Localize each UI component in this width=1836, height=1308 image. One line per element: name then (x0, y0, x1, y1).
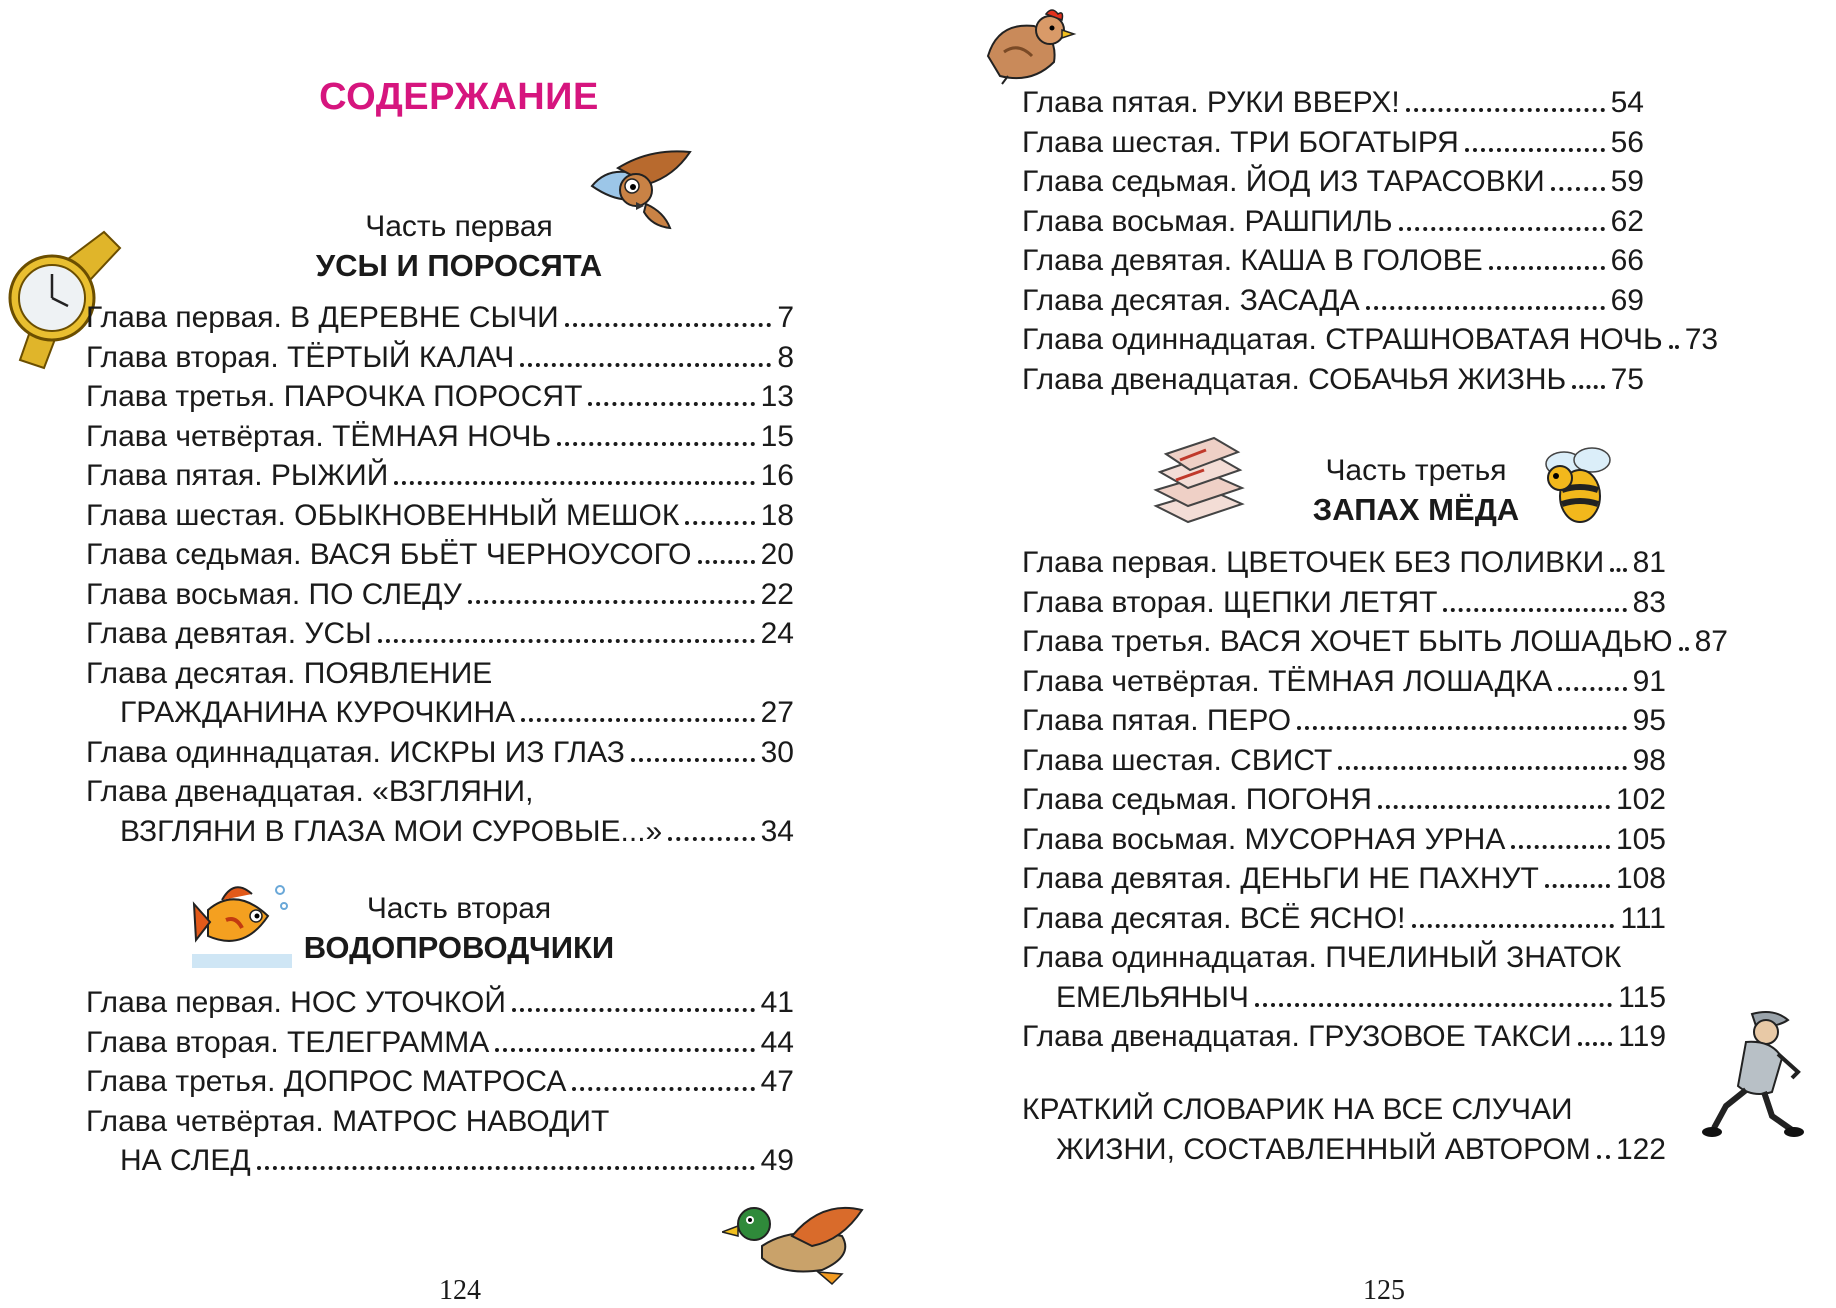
leader-dots (1551, 187, 1605, 191)
part1-toc (86, 298, 794, 851)
part2-toc (86, 983, 794, 1181)
leader-dots (512, 1008, 755, 1012)
glossary-title: КРАТКИЙ СЛОВАРИК НА ВСЕ СЛУЧАИ (1022, 1093, 1573, 1126)
hen-icon (978, 6, 1078, 86)
toc-entry[interactable] (1022, 859, 1666, 899)
leader-dots (1412, 924, 1615, 928)
toc-entry[interactable] (86, 812, 794, 852)
toc-entry-page: 95 (1632, 704, 1666, 737)
toc-entry-title: Глава восьмая. РАШПИЛЬ (1022, 204, 1393, 238)
glossary-entry-line1[interactable] (1022, 1090, 1666, 1130)
page-number: 125 (1363, 1275, 1405, 1306)
toc-entry-title: Глава шестая. ТРИ БОГАТЫРЯ (1022, 125, 1459, 159)
toc-entry-title: Глава пятая. РЫЖИЙ (86, 459, 389, 492)
toc-entry-title: Глава одиннадцатая. ИСКРЫ ИЗ ГЛАЗ (86, 735, 625, 769)
toc-entry[interactable] (86, 1141, 794, 1181)
toc-entry-title: Глава двенадцатая. СОБАЧЬЯ ЖИЗНЬ (1022, 362, 1567, 396)
toc-entry-page: 7 (777, 301, 794, 334)
toc-entry-page: 105 (1615, 822, 1666, 856)
toc-entry-page: 24 (760, 617, 794, 650)
toc-entry-page: 81 (1632, 546, 1666, 579)
leader-dots (631, 758, 755, 762)
glossary-toc (1022, 1090, 1666, 1169)
part3-toc (1022, 543, 1728, 1057)
right-page (918, 0, 1836, 1308)
leader-dots (468, 600, 755, 604)
toc-entry-page: 69 (1610, 283, 1644, 317)
toc-entry-title: Глава первая. В ДЕРЕВНЕ СЫЧИ (86, 301, 559, 334)
toc-entry[interactable] (86, 417, 794, 457)
toc-entry[interactable] (1022, 780, 1666, 820)
toc-entry-title: Глава третья. ДОПРОС МАТРОСА (86, 1065, 567, 1098)
glossary-entry[interactable] (1022, 1130, 1666, 1170)
toc-entry-page: 91 (1632, 664, 1666, 698)
part2-heading (258, 890, 660, 968)
part3-heading (1280, 452, 1552, 530)
toc-entry-title: Глава десятая. ВСЁ ЯСНО! (1022, 901, 1406, 935)
leader-dots (1572, 385, 1604, 389)
toc-entry[interactable] (86, 733, 794, 773)
leader-dots (1489, 266, 1605, 270)
toc-entry-page: 22 (760, 577, 794, 611)
toc-entry-page: 30 (760, 735, 794, 769)
money-stack-icon (1150, 430, 1250, 530)
toc-entry-title-cont: НА СЛЕД (120, 1144, 251, 1177)
toc-entry-title: Глава девятая. УСЫ (86, 617, 372, 650)
part2-label: Часть вторая (366, 892, 552, 925)
leader-dots (1406, 108, 1605, 112)
toc-entry[interactable] (1022, 701, 1666, 741)
toc-entry-title: Глава девятая. ДЕНЬГИ НЕ ПАХНУТ (1022, 862, 1539, 895)
leader-dots (1366, 306, 1605, 310)
toc-entry-title: Глава седьмая. ЙОД ИЗ ТАРАСОВКИ (1022, 165, 1545, 198)
toc-entry[interactable] (86, 983, 794, 1023)
leader-dots (1669, 345, 1679, 349)
toc-entry-title: Глава четвёртая. МАТРОС НАВОДИТ (86, 1104, 610, 1138)
toc-entry-title: Глава десятая. ЗАСАДА (1022, 283, 1360, 317)
toc-entry[interactable] (1022, 583, 1666, 623)
toc-entry-title: Глава одиннадцатая. СТРАШНОВАТАЯ НОЧЬ (1022, 323, 1663, 356)
toc-entry-title: Глава седьмая. ПОГОНЯ (1022, 783, 1372, 816)
leader-dots (1511, 845, 1610, 849)
toc-entry-title: Глава шестая. ОБЫКНОВЕННЫЙ МЕШОК (86, 498, 680, 532)
leader-dots (698, 560, 755, 564)
toc-entry-page: 18 (760, 498, 794, 532)
toc-entry-line1[interactable] (86, 654, 794, 694)
leader-dots (1610, 568, 1626, 572)
toc-entry-line1[interactable] (86, 1102, 794, 1142)
leader-dots (495, 1048, 754, 1052)
toc-entry[interactable] (1022, 360, 1644, 400)
toc-entry[interactable] (1022, 202, 1644, 242)
toc-entry[interactable] (1022, 162, 1644, 202)
toc-entry-page: 34 (760, 814, 794, 848)
toc-entry-title: Глава пятая. ПЕРО (1022, 704, 1292, 737)
toc-entry[interactable] (86, 1062, 794, 1102)
toc-entry-page: 87 (1694, 625, 1728, 658)
leader-dots (565, 323, 772, 327)
toc-entry-title: Глава третья. ПАРОЧКА ПОРОСЯТ (86, 380, 583, 413)
toc-entry-title: Глава двенадцатая. «ВЗГЛЯНИ, (86, 775, 534, 808)
toc-entry-title-cont: ГРАЖДАНИНА КУРОЧКИНА (120, 696, 516, 729)
toc-entry-title: Глава девятая. КАША В ГОЛОВЕ (1022, 244, 1483, 277)
duck-icon (722, 1196, 870, 1286)
leader-dots (1297, 726, 1627, 730)
toc-entry-page: 49 (760, 1144, 794, 1177)
part2-title: ВОДОПРОВОДЧИКИ (303, 930, 615, 965)
toc-entry-page: 75 (1610, 362, 1644, 396)
leader-dots (1255, 1003, 1612, 1007)
toc-entry-page: 83 (1632, 585, 1666, 619)
toc-entry-page: 62 (1610, 204, 1644, 238)
toc-entry-title: Глава первая. ЦВЕТОЧЕК БЕЗ ПОЛИВКИ (1022, 546, 1605, 579)
glossary-page: 122 (1615, 1132, 1666, 1166)
toc-entry-page: 54 (1610, 86, 1644, 119)
leader-dots (1558, 687, 1626, 691)
toc-entry-page: 111 (1620, 901, 1666, 935)
toc-entry[interactable] (1022, 622, 1728, 662)
toc-entry[interactable] (1022, 899, 1666, 939)
toc-entry[interactable] (1022, 1017, 1666, 1057)
toc-entry-title: Глава четвёртая. ТЁМНАЯ НОЧЬ (86, 419, 552, 453)
toc-entry[interactable] (1022, 543, 1666, 583)
toc-entry-page: 115 (1618, 980, 1666, 1014)
toc-entry[interactable] (86, 614, 794, 654)
leader-dots (1378, 805, 1610, 809)
leader-dots (685, 521, 754, 525)
toc-entry[interactable] (86, 535, 794, 575)
toc-entry[interactable] (86, 693, 794, 733)
toc-entry-page: 44 (760, 1025, 794, 1059)
toc-entry-page: 47 (760, 1065, 794, 1098)
toc-entry-page: 102 (1615, 783, 1666, 816)
toc-entry-page: 8 (777, 340, 794, 374)
toc-entry-line1[interactable] (86, 772, 794, 812)
toc-entry-title: Глава вторая. ТЕЛЕГРАММА (86, 1025, 490, 1059)
toc-entry[interactable] (86, 575, 794, 615)
leader-dots (394, 481, 754, 485)
toc-entry-page: 20 (760, 538, 794, 571)
toc-entry-title-cont: ВЗГЛЯНИ В ГЛАЗА МОИ СУРОВЫЕ...» (120, 814, 663, 848)
toc-entry[interactable] (86, 377, 794, 417)
part1-title: УСЫ И ПОРОСЯТА (315, 248, 603, 283)
toc-entry-page: 15 (760, 419, 794, 453)
part3-title: ЗАПАХ МЁДА (1312, 492, 1520, 527)
toc-entry-page: 108 (1615, 862, 1666, 895)
toc-entry-title: Глава одиннадцатая. ПЧЕЛИНЫЙ ЗНАТОК (1022, 941, 1622, 974)
contents-title: СОДЕРЖАНИЕ (319, 76, 599, 118)
toc-entry-page: 73 (1684, 323, 1719, 356)
toc-entry[interactable] (1022, 83, 1644, 123)
toc-entry[interactable] (1022, 123, 1644, 163)
toc-entry-line1[interactable] (1022, 938, 1666, 978)
toc-entry-page: 27 (760, 696, 794, 729)
leader-dots (1338, 766, 1626, 770)
leader-dots (1597, 1155, 1610, 1159)
page-number: 124 (439, 1275, 481, 1306)
leader-dots (668, 837, 754, 841)
leader-dots (1679, 647, 1689, 651)
toc-entry-title-cont: ЕМЕЛЬЯНЫЧ (1056, 980, 1249, 1014)
toc-entry-title: Глава первая. НОС УТОЧКОЙ (86, 986, 506, 1019)
toc-entry-page: 13 (760, 380, 794, 413)
leader-dots (378, 639, 755, 643)
toc-entry-page: 56 (1610, 125, 1644, 159)
toc-entry-page: 66 (1610, 244, 1644, 277)
toc-entry-page: 98 (1632, 743, 1666, 777)
toc-entry-title: Глава восьмая. МУСОРНАЯ УРНА (1022, 822, 1506, 856)
toc-entry[interactable] (1022, 820, 1666, 860)
toc-entry-page: 59 (1610, 165, 1644, 198)
toc-entry-title: Глава вторая. ТЁРТЫЙ КАЛАЧ (86, 340, 515, 374)
toc-entry-title: Глава четвёртая. ТЁМНАЯ ЛОШАДКА (1022, 664, 1553, 698)
part1-heading (278, 208, 640, 286)
running-man-icon (1702, 1006, 1808, 1142)
leader-dots (1545, 884, 1610, 888)
toc-entry[interactable] (1022, 741, 1666, 781)
toc-entry[interactable] (86, 298, 794, 338)
leader-dots (588, 402, 754, 406)
leader-dots (572, 1087, 754, 1091)
toc-entry[interactable] (1022, 978, 1666, 1018)
leader-dots (1399, 227, 1605, 231)
toc-entry-title: Глава шестая. СВИСТ (1022, 743, 1333, 777)
toc-entry[interactable] (1022, 241, 1644, 281)
toc-entry-page: 16 (760, 459, 794, 492)
toc-entry-title: Глава вторая. ЩЕПКИ ЛЕТЯТ (1022, 585, 1438, 619)
toc-entry-title: Глава пятая. РУКИ ВВЕРХ! (1022, 86, 1400, 119)
toc-entry-title: Глава восьмая. ПО СЛЕДУ (86, 577, 462, 611)
leader-dots (520, 363, 771, 367)
toc-entry[interactable] (1022, 662, 1666, 702)
leader-dots (1465, 148, 1605, 152)
toc-entry-page: 119 (1618, 1020, 1666, 1053)
leader-dots (257, 1166, 755, 1170)
toc-entry-title: Глава третья. ВАСЯ ХОЧЕТ БЫТЬ ЛОШАДЬЮ (1022, 625, 1673, 658)
leader-dots (1443, 608, 1626, 612)
toc-entry-title: Глава десятая. ПОЯВЛЕНИЕ (86, 656, 493, 690)
part2-continued-toc (1022, 83, 1719, 399)
toc-entry[interactable] (86, 496, 794, 536)
leader-dots (521, 718, 754, 722)
leader-dots (1578, 1042, 1613, 1046)
toc-entry-title: Глава седьмая. ВАСЯ БЬЁТ ЧЕРНОУСОГО (86, 538, 692, 571)
leader-dots (557, 442, 755, 446)
glossary-title-cont: ЖИЗНИ, СОСТАВЛЕННЫЙ АВТОРОМ (1056, 1132, 1591, 1166)
part3-label: Часть третья (1325, 454, 1507, 487)
part1-label: Часть первая (365, 210, 553, 243)
bee-icon (1534, 440, 1624, 530)
toc-entry-title: Глава двенадцатая. ГРУЗОВОЕ ТАКСИ (1022, 1020, 1572, 1053)
toc-entry[interactable] (86, 456, 794, 496)
toc-entry[interactable] (1022, 320, 1719, 360)
toc-entry[interactable] (86, 338, 794, 378)
toc-entry[interactable] (86, 1023, 794, 1063)
toc-entry-page: 41 (760, 986, 794, 1019)
toc-entry[interactable] (1022, 281, 1644, 321)
